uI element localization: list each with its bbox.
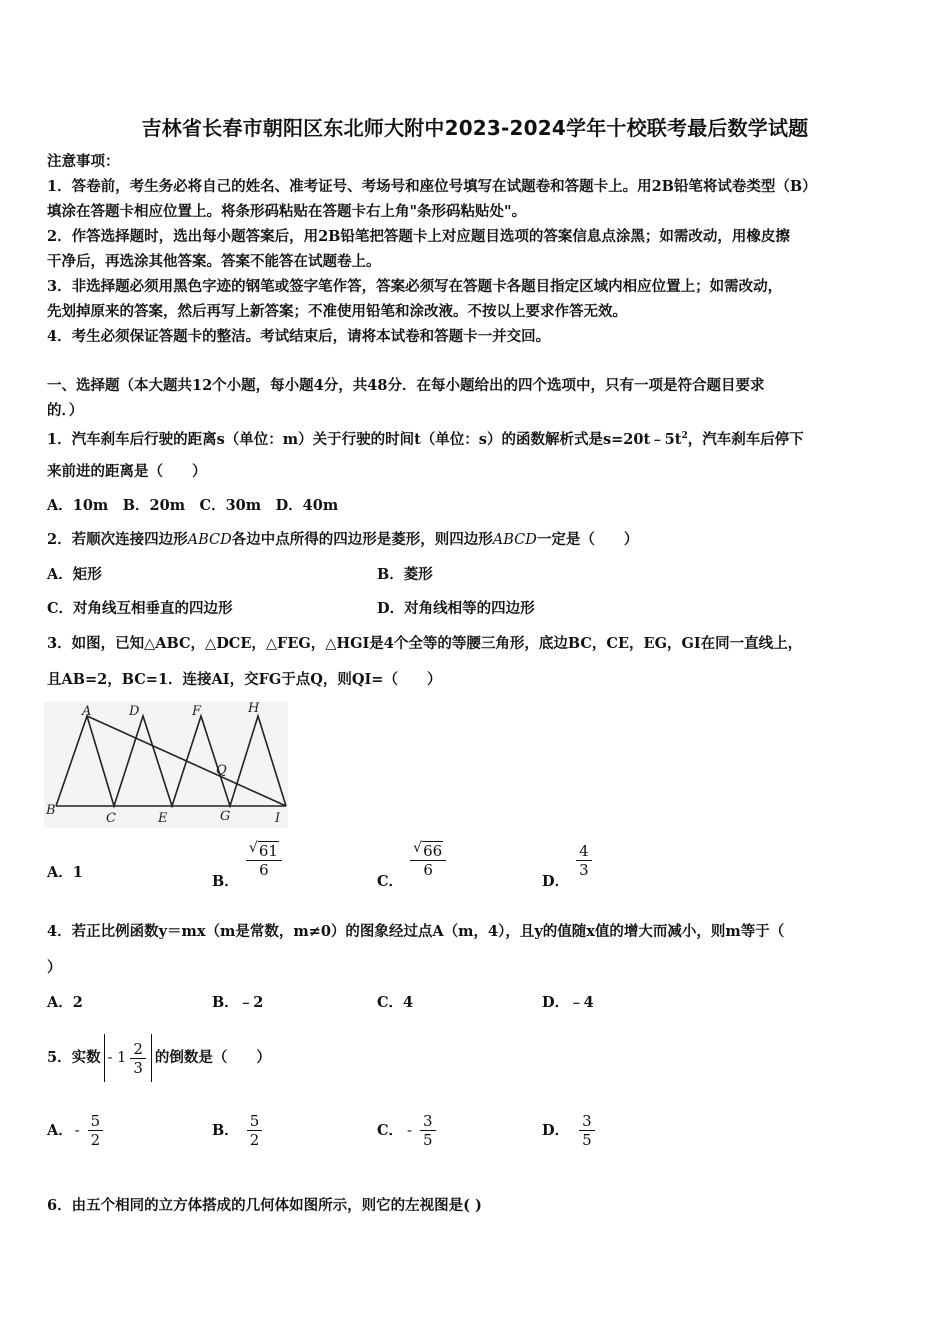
- label-f: F: [192, 704, 202, 719]
- denominator: 2: [249, 1131, 260, 1149]
- q3-option-d: [542, 842, 594, 890]
- label-c: C: [106, 811, 116, 826]
- q1-stem-line1: [47, 426, 804, 450]
- q2-stem-part: 2．若顺次连接四边形: [47, 531, 188, 548]
- numerator: 2: [130, 1040, 146, 1059]
- q5-stem-part: 的倒数是（ ）: [154, 1049, 271, 1066]
- option-sign: -: [74, 1122, 80, 1139]
- q4-option-a: A．2: [47, 994, 83, 1011]
- numerator: 5: [247, 1112, 263, 1131]
- option-value: 1: [72, 864, 83, 881]
- page-title: 吉林省长春市朝阳区东北师大附中2023-2024学年十校联考最后数学试题: [141, 116, 809, 140]
- option-label: A．: [47, 864, 73, 881]
- option-sign: -: [407, 1122, 412, 1139]
- q2-stem-part: 各边中点所得的四边形是菱形，则四边形: [231, 531, 493, 548]
- q6-stem: 6．由五个相同的立方体搭成的几何体如图所示，则它的左视图是( ): [47, 1197, 482, 1214]
- q3-option-b: [212, 840, 284, 890]
- q4-option-b: B．﹣2: [212, 994, 264, 1011]
- q3-stem-line1: 3．如图，已知△ABC，△DCE，△FEG，△HGI是4个全等的等腰三角形，底边BC，CE，EG，GI在同一直线上，: [47, 635, 803, 652]
- abs-sign: - 1: [107, 1050, 127, 1066]
- q4-stem-line2: ）: [47, 959, 62, 976]
- label-e: E: [158, 811, 168, 826]
- option-label: D．: [542, 1121, 570, 1139]
- notice-heading: 注意事项：: [47, 153, 120, 170]
- numerator: 5: [88, 1112, 104, 1131]
- denominator: 3: [579, 861, 589, 879]
- q5-option-b: [212, 1112, 264, 1149]
- label-a: A: [82, 704, 92, 719]
- notice-line: 干净后，再选涂其他答案。答案不能答在试题卷上。: [47, 253, 381, 270]
- notice-line: 先划掉原来的答案，然后再写上新答案；不准使用铅笔和涂改液。不按以上要求作答无效。: [47, 303, 627, 320]
- q3-option-c: [377, 840, 448, 890]
- q2-option-c: C．对角线互相垂直的四边形: [47, 600, 233, 617]
- abs-fraction: [130, 1040, 146, 1077]
- denominator: 5: [582, 1131, 592, 1149]
- section-heading-line1: 一、选择题（本大题共12个小题，每小题4分，共48分．在每小题给出的四个选项中，只有一项是符合题目要求: [47, 377, 765, 394]
- q1-stem-part: ，汽车刹车后停下: [687, 430, 804, 448]
- q5-option-d: [542, 1112, 597, 1149]
- label-i: I: [275, 811, 281, 826]
- q2-abcd: ABCD: [492, 532, 537, 548]
- option-label: C．: [377, 872, 404, 890]
- notice-line: 填涂在答题卡相应位置上。将条形码粘贴在答题卡右上角"条形码粘贴处"。: [47, 203, 527, 220]
- q5-stem: [47, 1030, 271, 1086]
- q5-option-a: [47, 1112, 105, 1149]
- option-label: C．: [377, 1121, 404, 1139]
- q2-stem: [47, 530, 638, 550]
- figure-background: [44, 702, 288, 828]
- notice-line: 2．作答选择题时，选出每小题答案后，用2B铅笔把答题卡上对应题目选项的答案信息点涂黑；如需改动，用橡皮擦: [47, 228, 790, 245]
- notice-line: 4．考生必须保证答题卡的整洁。考试结束后，请将本试卷和答题卡一并交回。: [47, 328, 551, 345]
- label-g: G: [220, 809, 231, 824]
- q5-option-c: [377, 1112, 438, 1149]
- label-h: H: [248, 701, 260, 716]
- option-fraction: [247, 1112, 263, 1149]
- q1-stem-line2: 来前进的距离是（ ）: [47, 463, 207, 480]
- q3-option-d-fraction: [576, 842, 592, 879]
- numerator: 3: [420, 1112, 436, 1131]
- q3-option-b-fraction: √ 61 6: [246, 842, 282, 879]
- q1-stem-part: 1．汽车刹车后行驶的距离s（单位：m）关于行驶的时间t（单位：s）的函数解析式是s=20t﹣5t: [47, 430, 682, 448]
- notice-line: 1．答卷前，考生务必将自己的姓名、准考证号、考场号和座位号填写在试题卷和答题卡上。用2B铅笔将试卷类型（B）: [47, 178, 817, 195]
- denominator: 6: [259, 861, 269, 879]
- q5-stem-part: 5．实数: [47, 1049, 101, 1066]
- option-label: D．: [542, 872, 570, 890]
- q1-exponent: 2: [681, 431, 688, 441]
- label-q: Q: [216, 763, 227, 778]
- numerator: 4: [576, 842, 592, 861]
- option-label: B．: [212, 872, 239, 890]
- q2-option-d: D．对角线相等的四边形: [377, 600, 535, 617]
- q3-option-c-fraction: √ 66 6: [410, 842, 446, 879]
- q3-triangle-figure: [42, 700, 292, 830]
- denominator: 5: [422, 1131, 433, 1149]
- denominator: 2: [90, 1131, 101, 1149]
- denominator: 3: [133, 1058, 143, 1077]
- q3-stem-line2: 且AB=2，BC=1．连接AI，交FG于点Q，则QI=（ ）: [47, 671, 442, 688]
- q4-option-c: C．4: [377, 994, 414, 1011]
- q3-option-a: [47, 863, 83, 883]
- section-heading-line2: 的．）: [47, 402, 84, 419]
- denominator: 6: [423, 861, 433, 879]
- option-fraction: [88, 1112, 104, 1149]
- notice-line: 3．非选择题必须用黑色字迹的钢笔或签字笔作答，答案必须写在答题卡各题目指定区域内相应位置上；如需改动，: [47, 278, 783, 295]
- q2-option-b: B．菱形: [377, 566, 433, 583]
- numerator: 3: [579, 1112, 595, 1131]
- q4-option-d: D．﹣4: [542, 994, 594, 1011]
- q2-stem-part: 一定是（ ）: [536, 531, 639, 548]
- option-fraction: [420, 1112, 436, 1149]
- label-d: D: [129, 704, 140, 719]
- option-fraction: [579, 1112, 595, 1149]
- q4-stem-line1: 4．若正比例函数y＝mx（m是常数，m≠0）的图象经过点A（m，4），且y的值随x值的增大而减小，则m等于（: [47, 923, 785, 940]
- option-label: A．: [47, 1121, 73, 1139]
- q2-abcd: ABCD: [187, 532, 232, 548]
- radicand: 66: [423, 842, 443, 860]
- q5-absolute-value: [104, 1034, 152, 1082]
- q2-option-a: A．矩形: [47, 566, 102, 583]
- option-label: B．: [212, 1121, 239, 1139]
- q1-options: A．10m B．20m C．30m D．40m: [47, 497, 339, 514]
- radicand: 61: [258, 842, 278, 860]
- label-b: B: [46, 803, 56, 818]
